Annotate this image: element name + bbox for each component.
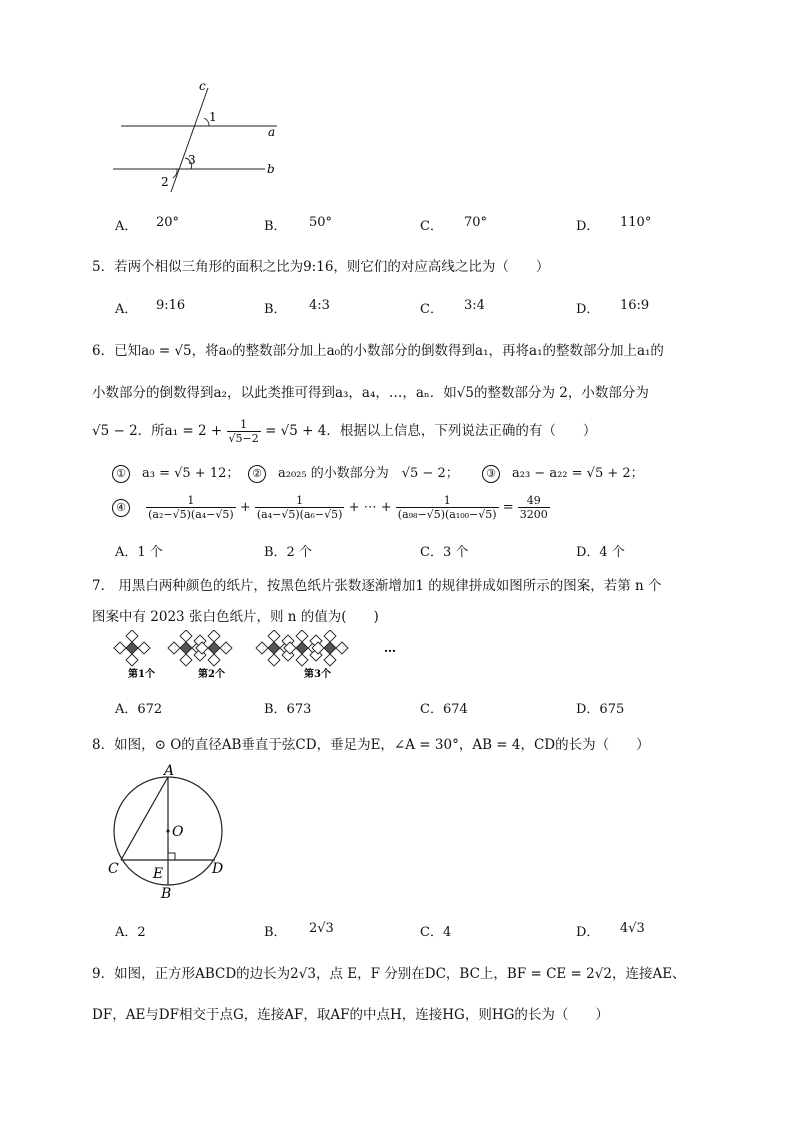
q6-statement-2 (248, 462, 459, 483)
q9-stem-line2: DF，AE与DF相交于点G，连接AF，取AF的中点H，连接HG，则HG的长为（ ） (92, 1007, 609, 1023)
q6-option-c: C．3 个 (420, 545, 469, 560)
white-tile (208, 654, 220, 666)
q6-line3-part-a: √5 − 2．所a₁ = 2 + (92, 423, 223, 439)
q8-option-b-value: 2√3 (309, 921, 334, 936)
white-tile (268, 630, 280, 642)
q6-s4-frac3: $\frac{1}{\text{(a₉₈−√5)(a₁₀₀−√5)}}$ (397, 494, 497, 521)
q6-s4-frac1: $\frac{1}{\text{(a₂−√5)(a₄−√5)}}$ (148, 494, 234, 521)
label-O: O (172, 824, 184, 840)
pattern-label-2: 第2个 (198, 669, 225, 680)
q5-option-b-label: B． (264, 302, 287, 317)
q5-option-c-value: 3:4 (464, 298, 485, 313)
tile-pattern-figure (112, 630, 402, 682)
parallel-lines-figure (105, 78, 295, 196)
white-tile (114, 642, 126, 654)
q8-option-c: C．4 (420, 925, 452, 940)
white-tile (296, 654, 308, 666)
q6-stem-line1: 6．已知a₀ = √5，将a₀的整数部分加上a₀的小数部分的倒数得到a₁，再将a₁的整数部分加上a₁的 (92, 343, 664, 359)
q9-stem-line1: 9．如图，正方形ABCD的边长为2√3，点 E，F 分别在DC，BC上，BF = CE = 2√2，连接AE、 (92, 966, 686, 982)
q5-option-d-value: 16:9 (620, 298, 650, 313)
label-E: E (153, 866, 164, 882)
q6-statement-1-number: ① (112, 465, 130, 483)
white-tile (324, 630, 336, 642)
pattern-label-1: 第1个 (128, 669, 155, 680)
white-tile (138, 642, 150, 654)
q6-stem-line3 (92, 418, 596, 445)
q6-statement-4: ④ $\frac{1}{\text{(a₂−√5)(a₄−√5)}}$ + $\frac{1}{\text{(a₄−√5)(a₆−√5)}}$ + ⋯ + $\frac{1}{\text{(a₉₈−√5)(a₁₀₀−√5)}}$ = $\frac{49}{3200}$ (112, 494, 550, 521)
q7-option-b: B．673 (264, 702, 312, 717)
angle-3: 3 (188, 153, 196, 167)
center-dot (166, 829, 169, 832)
black-tile (268, 642, 280, 654)
q5-option-a-label: A． (115, 302, 138, 317)
white-tile (126, 630, 138, 642)
white-tile (324, 654, 336, 666)
q6-statement-3-number: ③ (482, 465, 500, 483)
white-tile (168, 642, 180, 654)
black-tile (208, 642, 220, 654)
white-tile (296, 630, 308, 642)
q7-option-c: C．674 (420, 702, 468, 717)
angle-2: 2 (161, 175, 169, 189)
pattern-ellipsis: … (384, 641, 396, 655)
q7-stem-line1: 7． 用黑白两种颜色的纸片，按黑色纸片张数逐渐增加1 的规律拼成如图所示的图案，若第 n 个 (92, 578, 662, 594)
q8-option-d-value: 4√3 (620, 921, 645, 936)
q6-option-a: A．1 个 (115, 545, 163, 560)
q6-line3-fraction (227, 418, 261, 445)
q4-option-b-value: 50° (309, 215, 333, 230)
q6-line3-frac-den: √5−2 (228, 432, 259, 445)
q4-option-d-value: 110° (620, 215, 652, 230)
label-b: b (267, 162, 275, 176)
black-tile (180, 642, 192, 654)
q4-option-a-value: 20° (156, 215, 180, 230)
q4-option-c-label: C． (420, 219, 443, 234)
q6-line3-frac-num: 1 (227, 418, 261, 432)
q6-option-b: B．2 个 (264, 545, 312, 560)
white-tile (180, 654, 192, 666)
pattern-label-3: 第3个 (304, 669, 331, 680)
circle-figure (104, 762, 234, 904)
white-tile (180, 630, 192, 642)
label-D: D (212, 861, 224, 877)
line-c (171, 88, 208, 192)
q6-statement-2-number: ② (248, 465, 266, 483)
label-A: A (164, 763, 175, 779)
q6-statement-1-text: a₃ = √5 + 12； (142, 466, 240, 481)
q5-option-d-label: D． (576, 302, 600, 317)
q6-s4-frac2: $\frac{1}{\text{(a₄−√5)(a₆−√5)}}$ (256, 494, 343, 521)
q7-option-a: A．672 (115, 702, 163, 717)
white-tile (256, 642, 268, 654)
white-tile (126, 654, 138, 666)
black-tile (296, 642, 308, 654)
label-a: a (268, 125, 276, 139)
q6-line3-part-b: = √5 + 4．根据以上信息，下列说法正确的有（ ） (265, 423, 597, 439)
black-tile (324, 642, 336, 654)
q6-option-d: D．4 个 (576, 545, 625, 560)
q7-stem-line2: 图案中有 2023 张白色纸片，则 n 的值为( ) (92, 609, 379, 625)
black-tile (126, 642, 138, 654)
q8-option-a: A．2 (115, 925, 146, 940)
white-tile (220, 642, 232, 654)
label-C: C (108, 861, 119, 877)
q6-s4-ellipsis: + ⋯ + (348, 500, 392, 515)
label-c: c (199, 79, 206, 93)
q7-option-d: D．675 (576, 702, 625, 717)
q6-s4-result: $\frac{49}{3200}$ (519, 494, 548, 521)
q8-stem: 8．如图，⊙ O的直径AB垂直于弦CD，垂足为E，∠A = 30°，AB = 4，CD的长为（ ） (92, 737, 650, 753)
q6-statement-2-text: a₂₀₂₅ 的小数部分为 √5 − 2； (278, 466, 459, 481)
q6-statement-1 (112, 462, 239, 483)
q4-option-b-label: B． (264, 219, 287, 234)
q5-stem: 5．若两个相似三角形的面积之比为9:16，则它们的对应高线之比为（ ） (92, 259, 550, 275)
label-B: B (161, 886, 172, 902)
segment-ac (121, 777, 168, 860)
q4-option-c-value: 70° (464, 215, 488, 230)
q6-s4-equals: = (502, 500, 514, 515)
q5-option-a-value: 9:16 (156, 298, 186, 313)
q5-option-c-label: C． (420, 302, 443, 317)
q6-stem-line2: 小数部分的倒数得到a₂，以此类推可得到a₃，a₄，…，aₙ．如√5的整数部分为 2，小数部分为 (92, 385, 649, 401)
right-angle-mark (168, 853, 175, 860)
q8-option-b-label: B． (264, 925, 287, 940)
angle-1: 1 (209, 110, 217, 124)
q4-option-a-label: A． (115, 219, 138, 234)
q8-option-d-label: D． (576, 925, 600, 940)
white-tile (208, 630, 220, 642)
q6-statement-3-text: a₂₃ − a₂₂ = √5 + 2； (512, 466, 644, 481)
q5-option-b-value: 4:3 (309, 298, 330, 313)
q4-option-d-label: D． (576, 219, 600, 234)
white-tile (336, 642, 348, 654)
q6-statement-3 (482, 462, 644, 483)
q6-statement-4-number: ④ (112, 499, 130, 517)
white-tile (268, 654, 280, 666)
